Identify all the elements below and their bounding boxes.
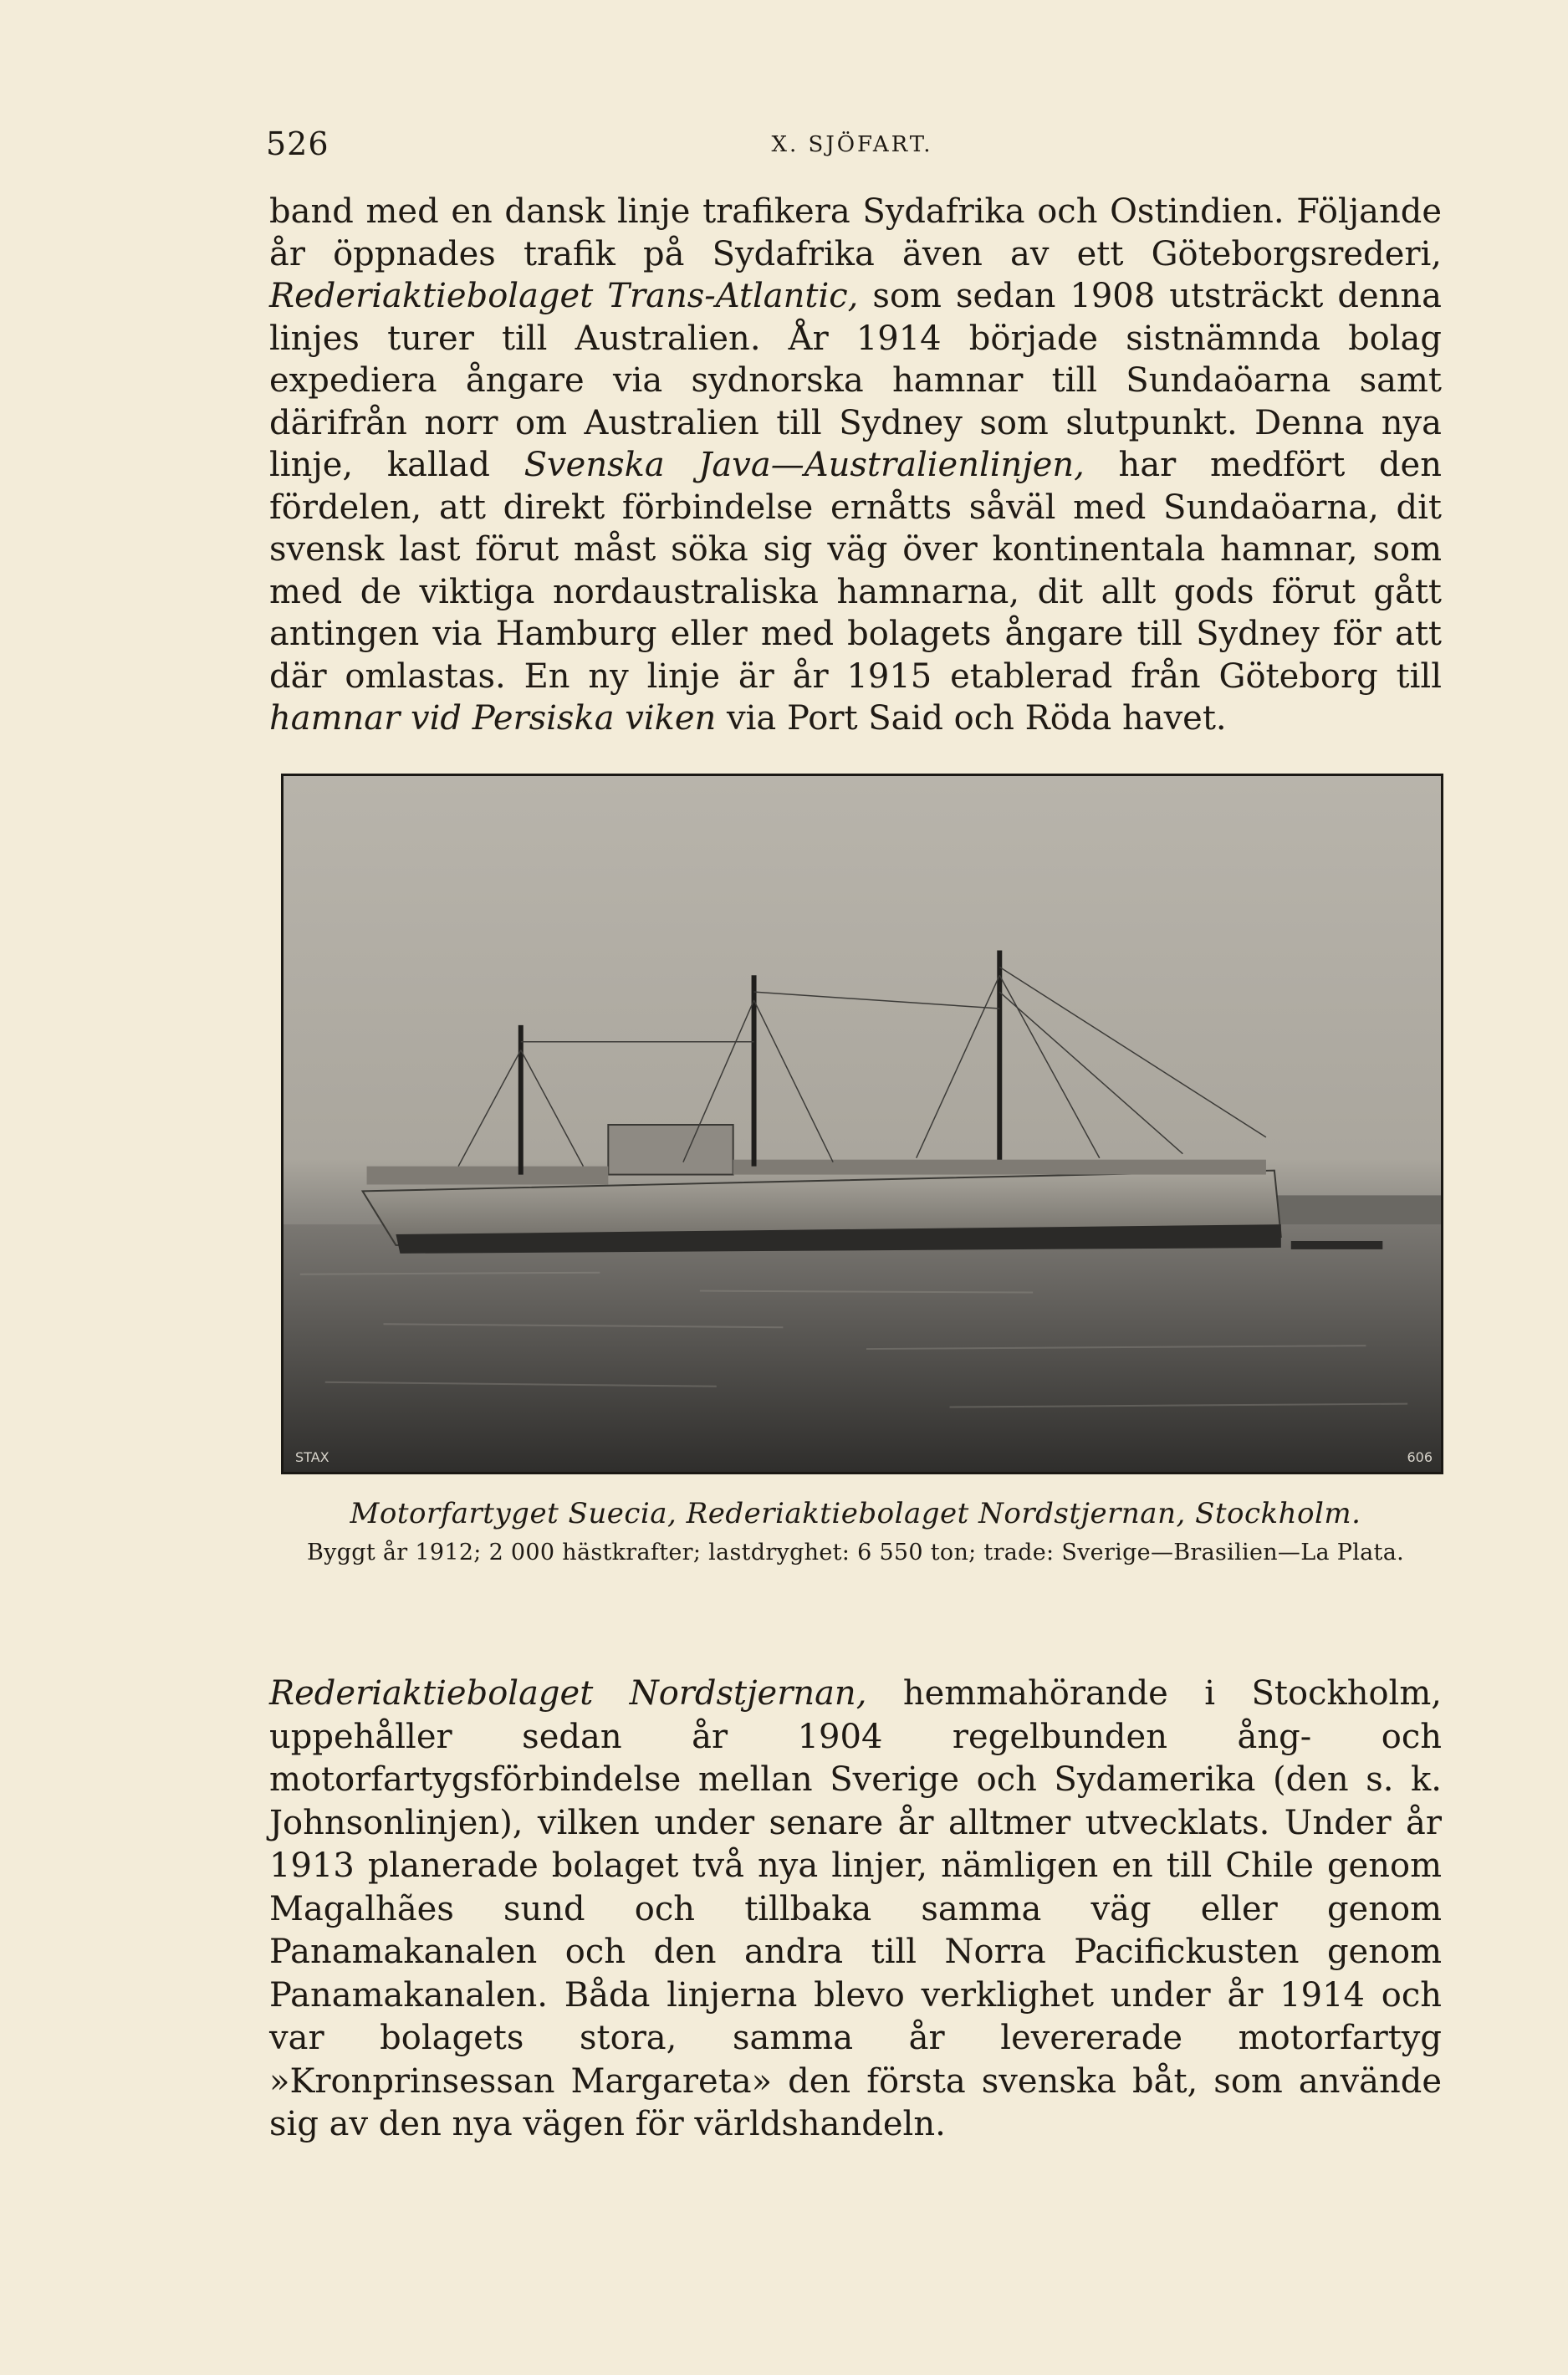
body-paragraph-1 (269, 191, 1442, 740)
running-head: X. SJÖFART. (771, 132, 933, 157)
small-boat (1291, 1241, 1383, 1249)
shore (1274, 1195, 1441, 1228)
bridge (608, 1125, 733, 1175)
figure-caption-title: Motorfartyget Suecia, Rederiaktiebolaget Nordstjernan, Stockholm. (350, 1497, 1361, 1530)
paragraph-text: via Port Said och Röda havet. (716, 699, 1227, 738)
paragraph-text: som sedan 1908 utsträckt denna linjes turer till Australien. År 1914 började sistnämnda bolag expediera ångare via sydnorska hamnar till Sundaöarna samt därifrån norr om Australien till Sydney som slutpunkt. Denna nya linje, kallad (269, 277, 1442, 484)
body-paragraph-2 (269, 1673, 1442, 2147)
paragraph-text: band med en dansk linje trafikera Sydafrika och Ostindien. Följande år öppnades trafik på Sydafrika även av ett Göteborgsrederi, (269, 192, 1442, 273)
deck-rail (733, 1160, 1266, 1175)
italic-line-name: Svenska Java—Australienlinjen, (524, 446, 1085, 484)
deckhouse (367, 1167, 609, 1185)
photo-mark-left: STAX (295, 1449, 329, 1465)
paragraph-text: hemmahörande i Stockholm, uppehåller sedan år 1904 regelbunden ång- och motorfartygsförbindelse mellan Sverige och Sydamerika (den s. k. Johnsonlinjen), vilken under senare år alltmer utvecklats. Under år 1913 planerade bolaget två nya linjer, nämligen en till Chile genom Magalhães sund och tillbaka samma väg eller genom Panamakanalen och den andra till Norra Pacifickusten genom Panamakanalen. Båda linjerna blevo verklighet under år 1914 och var bolagets stora, samma år levererade motorfartyg »Kronprinsessan Margareta» den första svenska båt, som använde sig av den nya vägen för världshandeln. (269, 1674, 1442, 2143)
paragraph-text: har medfört den fördelen, att direkt förbindelse ernåtts såväl med Sundaöarna, dit svensk last förut måst söka sig väg över kontinentala hamnar, som med de viktiga nordaustraliska hamnarna, dit allt gods förut gått antingen via Hamburg eller med bolagets ångare till Sydney för att där omlastas. En ny linje är år 1915 etablerad från Göteborg till (269, 446, 1442, 696)
sea (283, 1224, 1441, 1472)
ship-illustration (283, 776, 1441, 1472)
italic-destination: hamnar vid Persiska viken (269, 699, 717, 738)
figure-caption-details: Byggt år 1912; 2 000 hästkrafter; lastdryghet: 6 550 ton; trade: Sverige—Brasilien—La Plata. (307, 1540, 1404, 1565)
ship-photograph (281, 774, 1443, 1474)
italic-company-name: Rederiaktiebolaget Nordstjernan, (269, 1674, 867, 1713)
italic-company-name: Rederiaktiebolaget Trans-Atlantic, (269, 277, 859, 315)
page-header (266, 125, 1438, 176)
photo-mark-right: 606 (1407, 1449, 1433, 1465)
page-number: 526 (266, 125, 329, 162)
